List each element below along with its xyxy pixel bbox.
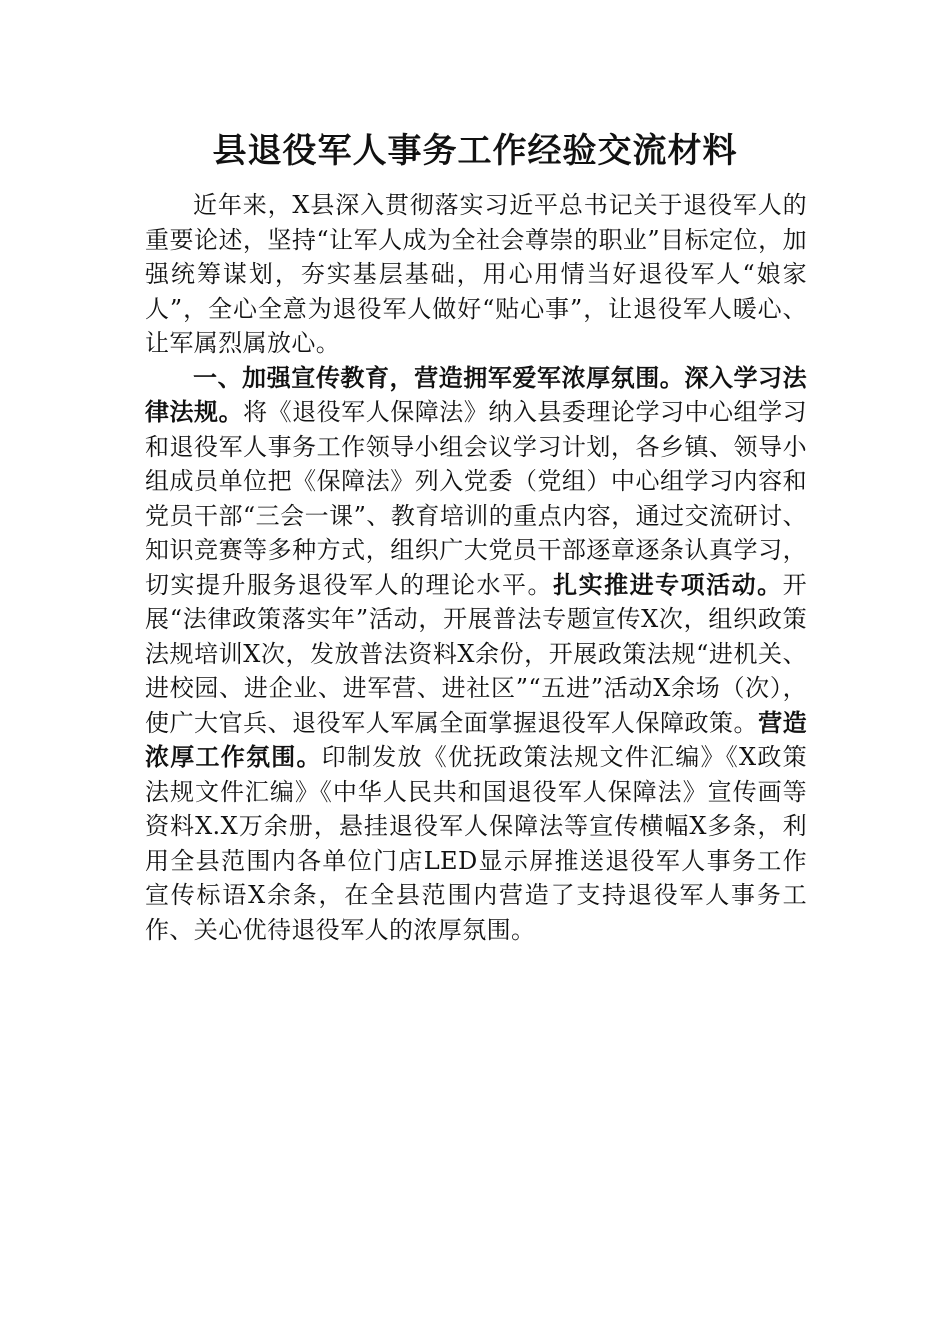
intro-paragraph: 近年来，X县深入贯彻落实习近平总书记关于退役军人的重要论述，坚持“让军人成为全社会尊崇的职业”目标定位，加强统筹谋划，夯实基层基础，用心用情当好退役军人“娘家人”，全心全意为退役军人做好“贴心事”，让退役军人暖心、让军属烈属放心。	[145, 191, 807, 357]
document-body	[145, 188, 807, 947]
section-1-paragraph	[145, 361, 807, 948]
section-1-sub-1-text: 将《退役军人保障法》纳入县委理论学习中心组学习和退役军人事务工作领导小组会议学习计划，各乡镇、领导小组成员单位把《保障法》列入党委（党组）中心组学习内容和党员干部“三会一课”、教育培训的重点内容，通过交流研讨、知识竞赛等多种方式，组织广大党员干部逐章逐条认真学习，切实提升服务退役军人的理论水平。	[145, 398, 807, 599]
section-1-sub-1-title: 深入学习法律法规。	[145, 362, 808, 426]
section-1-sub-2-title: 扎实推进专项活动。	[553, 569, 783, 599]
section-1-sub-3-title: 营造浓厚工作氛围。	[145, 707, 808, 771]
section-1-heading: 一、加强宣传教育，营造拥军爱军浓厚氛围。	[193, 362, 685, 392]
section-1-sub-2-text: 开展“法律政策落实年”活动，开展普法专题宣传X次，组织政策法规培训X次，发放普法资料X余份，开展政策法规“进机关、进校园、进企业、进军营、进社区”“五进”活动X余场（次），使广大官兵、退役军人军属全面掌握退役军人保障政策。	[145, 570, 807, 737]
document-title: 县退役军人事务工作经验交流材料	[212, 131, 738, 171]
section-1-sub-3-text: 印制发放《优抚政策法规文件汇编》《X政策法规文件汇编》《中华人民共和国退役军人保障法》宣传画等资料X.X万余册，悬挂退役军人保障法等宣传横幅X多条，利用全县范围内各单位门店LED显示屏推送退役军人事务工作宣传标语X余条，在全县范围内营造了支持退役军人事务工作、关心优待退役军人的浓厚氛围。	[145, 743, 807, 944]
